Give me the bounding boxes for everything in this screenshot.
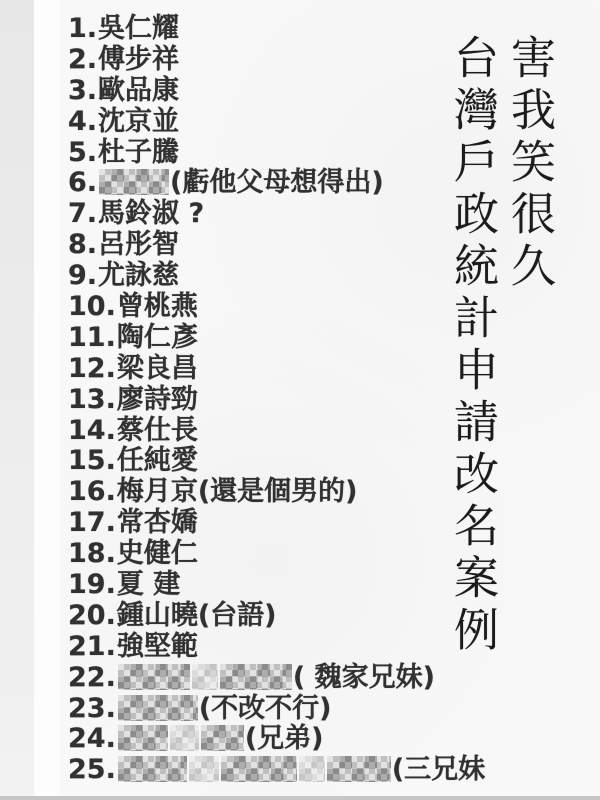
list-number: 6. — [68, 167, 98, 199]
redacted-name-block — [118, 664, 190, 690]
name-text: 吳仁耀 — [98, 13, 180, 44]
list-number: 12. — [68, 352, 116, 384]
list-number: 10. — [68, 291, 116, 323]
list-row — [68, 292, 485, 323]
redacted-name-block — [201, 725, 244, 751]
list-number: 15. — [68, 445, 116, 477]
list-number: 23. — [68, 692, 116, 724]
name-text: 夏 建 — [116, 569, 181, 601]
name-text: 杜子騰 — [98, 136, 180, 168]
name-text: (虧他父母想得出) — [170, 167, 384, 199]
list-number: 14. — [68, 414, 116, 446]
list-number: 8. — [68, 229, 98, 261]
redacted-name-block — [220, 664, 292, 690]
redacted-name-block — [299, 756, 325, 782]
name-text: 鍾山曉(台語) — [116, 599, 277, 631]
name-text: 傅步祥 — [98, 43, 180, 75]
list-number: 16. — [68, 476, 116, 508]
redacted-name-block — [221, 756, 297, 782]
name-text: 常杏嬌 — [116, 507, 198, 539]
left-margin-band — [0, 0, 34, 800]
name-text: 梁良昌 — [116, 352, 198, 384]
list-row — [68, 663, 485, 694]
list-number: 1. — [68, 13, 98, 44]
name-text: 曾桃燕 — [116, 291, 198, 323]
name-text: (兄弟) — [244, 723, 324, 755]
list-row — [68, 477, 485, 508]
list-row — [68, 168, 485, 199]
name-text: 尤詠慈 — [98, 260, 180, 292]
redacted-name-block — [192, 664, 218, 690]
name-text: 梅月京(還是個男的) — [116, 476, 358, 508]
list-row — [68, 385, 485, 416]
redacted-name-block — [170, 725, 199, 751]
list-number: 4. — [68, 105, 98, 137]
name-text: 呂彤智 — [98, 229, 180, 261]
bottom-edge — [0, 796, 600, 800]
list-row — [68, 694, 485, 725]
list-number: 3. — [68, 74, 98, 106]
name-text: (不改不行) — [198, 692, 332, 724]
headline-column-right: 害我笑很久 — [503, 34, 556, 294]
list-row — [68, 45, 485, 76]
list-row — [68, 632, 485, 663]
list-row — [68, 230, 485, 261]
list-number: 21. — [68, 630, 116, 662]
name-text: 史健仁 — [116, 538, 198, 570]
list-row — [68, 539, 485, 570]
list-row — [68, 601, 485, 632]
list-number: 5. — [68, 136, 98, 168]
name-text: 強堅範 — [116, 630, 198, 662]
redacted-name-block — [118, 725, 168, 751]
list-number: 24. — [68, 723, 116, 755]
list-number: 9. — [68, 260, 98, 292]
list-row — [68, 107, 485, 138]
list-row — [68, 446, 485, 477]
redacted-name-block — [118, 756, 187, 782]
list-row — [68, 76, 485, 107]
redacted-name-block — [189, 756, 219, 782]
list-number: 20. — [68, 599, 116, 631]
list-row — [68, 755, 485, 786]
name-text: ( 魏家兄妹) — [292, 661, 435, 693]
name-list — [68, 14, 485, 786]
list-row — [68, 724, 485, 755]
list-row — [68, 199, 485, 230]
list-number: 18. — [68, 538, 116, 570]
list-row — [68, 138, 485, 169]
list-number: 22. — [68, 661, 116, 693]
name-text: 陶仁彥 — [116, 321, 198, 353]
list-row — [68, 14, 485, 45]
name-text: 沈京並 — [98, 105, 180, 137]
redacted-name-block — [99, 169, 169, 195]
name-text: 馬鈴淑 ? — [98, 198, 205, 230]
list-row — [68, 570, 485, 601]
list-number: 13. — [68, 383, 116, 415]
redacted-name-block — [118, 695, 198, 721]
list-number: 11. — [68, 321, 116, 353]
name-text: 任純愛 — [116, 445, 198, 477]
list-row — [68, 416, 485, 447]
list-number: 7. — [68, 198, 98, 230]
list-number: 17. — [68, 507, 116, 539]
name-text: (三兄妹 — [391, 754, 486, 786]
headline-column-left: 台灣戶政統計申請改名案例 — [446, 34, 499, 658]
left-margin-strip — [34, 0, 60, 800]
redacted-name-block — [327, 756, 391, 782]
name-text: 廖詩勁 — [116, 383, 198, 415]
list-row — [68, 261, 485, 292]
list-row — [68, 323, 485, 354]
name-text: 歐品康 — [98, 74, 180, 106]
name-text: 蔡仕長 — [116, 414, 198, 446]
list-number: 2. — [68, 43, 98, 75]
list-row — [68, 508, 485, 539]
list-number: 19. — [68, 569, 116, 601]
list-number: 25. — [68, 754, 116, 786]
list-row — [68, 354, 485, 385]
